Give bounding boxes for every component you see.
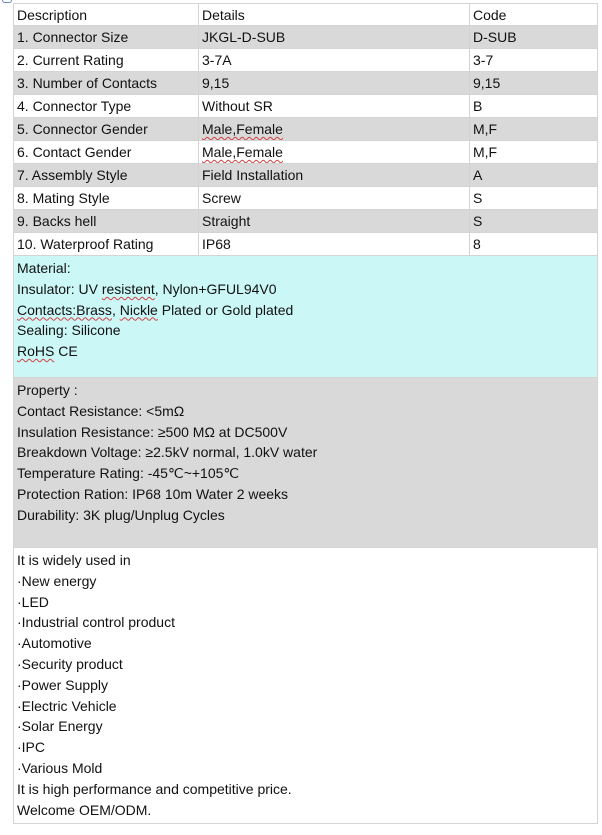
usage-item: ·Electric Vehicle	[17, 697, 117, 714]
usage-item: ·Various Mold	[17, 759, 103, 776]
row-description: 1. Connector Size	[13, 26, 199, 48]
table-row	[13, 233, 598, 256]
property-title: Property :	[17, 382, 78, 398]
material-title: Material:	[17, 260, 71, 276]
row-code: S	[470, 210, 598, 232]
property-line: Breakdown Voltage: ≥2.5kV normal, 1.0kV water	[17, 444, 318, 461]
table-row	[13, 164, 598, 187]
rohs-suffix: CE	[54, 343, 78, 360]
usage-intro: It is widely used in	[17, 552, 131, 568]
row-details	[199, 118, 470, 140]
table-row	[13, 118, 598, 141]
table-row	[13, 187, 598, 210]
row-code: M,F	[470, 141, 598, 163]
row-description: 2. Current Rating	[13, 49, 199, 71]
row-code: A	[470, 164, 598, 186]
usage-item: ·Solar Energy	[17, 718, 103, 735]
row-code: D-SUB	[470, 26, 598, 48]
row-code: 9,15	[470, 72, 598, 94]
table-row	[13, 26, 598, 49]
rohs-word: RoHS	[17, 343, 55, 360]
row-code: 8	[470, 233, 598, 255]
row-details: JKGL-D-SUB	[199, 26, 470, 48]
property-line: Contact Resistance: <5mΩ	[17, 402, 185, 419]
usage-item: ·Security product	[17, 655, 123, 672]
table-row	[13, 49, 598, 72]
row-details: Screw	[199, 187, 470, 209]
row-details: Without SR	[199, 95, 470, 117]
spec-sheet	[13, 3, 598, 824]
insulator-suffix: , Nylon+GFUL94V0	[154, 280, 277, 297]
details-value: Male,Female	[202, 144, 283, 160]
usage-item: ·LED	[17, 593, 49, 610]
row-details: Field Installation	[199, 164, 470, 186]
row-details: Straight	[199, 210, 470, 232]
material-contacts	[17, 300, 594, 321]
usage-item: ·New energy	[17, 572, 97, 589]
usage-closing: It is high performance and competitive price.	[17, 780, 292, 797]
property-section	[13, 378, 598, 548]
anchor-mark-icon	[2, 0, 12, 3]
usage-item: ·IPC	[17, 739, 45, 756]
material-rohs	[17, 341, 594, 362]
row-code: M,F	[470, 118, 598, 140]
row-code: 3-7	[470, 49, 598, 71]
property-line: Temperature Rating: -45℃~+105℃	[17, 465, 240, 482]
header-details: Details	[199, 4, 470, 25]
table-row	[13, 95, 598, 118]
table-row	[13, 210, 598, 233]
row-details: 9,15	[199, 72, 470, 94]
table-row	[13, 141, 598, 164]
row-description: 9. Backs hell	[13, 210, 199, 232]
material-section	[13, 256, 598, 378]
header-code: Code	[470, 4, 598, 25]
contacts-word: Contacts:Brass	[17, 301, 112, 318]
insulator-prefix: Insulator: UV	[17, 280, 102, 297]
contacts-plating-word: Nickle	[119, 301, 158, 318]
row-details: IP68	[199, 233, 470, 255]
row-details	[199, 141, 470, 163]
row-description: 8. Mating Style	[13, 187, 199, 209]
row-description: 4. Connector Type	[13, 95, 199, 117]
row-code: S	[470, 187, 598, 209]
property-line: Protection Ration: IP68 10m Water 2 weeks	[17, 485, 289, 502]
row-description: 7. Assembly Style	[13, 164, 199, 186]
row-details: 3-7A	[199, 49, 470, 71]
usage-item: ·Automotive	[17, 635, 92, 652]
row-description: 10. Waterproof Rating	[13, 233, 199, 255]
property-line: Insulation Resistance: ≥500 MΩ at DC500V	[17, 423, 288, 440]
usage-section	[13, 548, 598, 824]
header-description: Description	[13, 4, 199, 25]
row-description: 5. Connector Gender	[13, 118, 199, 140]
table-row	[13, 72, 598, 95]
row-code: B	[470, 95, 598, 117]
table-header-row	[13, 3, 598, 26]
details-value: Male,Female	[202, 121, 283, 137]
contacts-separator: ,	[111, 301, 120, 318]
usage-item: ·Power Supply	[17, 676, 109, 693]
usage-item: ·Industrial control product	[17, 614, 175, 631]
material-sealing: Sealing: Silicone	[17, 322, 121, 339]
property-line: Durability: 3K plug/Unplug Cycles	[17, 506, 225, 523]
row-description: 3. Number of Contacts	[13, 72, 199, 94]
insulator-word: resistent	[101, 280, 155, 297]
material-insulator	[17, 279, 594, 300]
row-description: 6. Contact Gender	[13, 141, 199, 163]
usage-welcome: Welcome OEM/ODM.	[17, 801, 152, 818]
contacts-suffix: Plated or Gold plated	[157, 301, 294, 318]
